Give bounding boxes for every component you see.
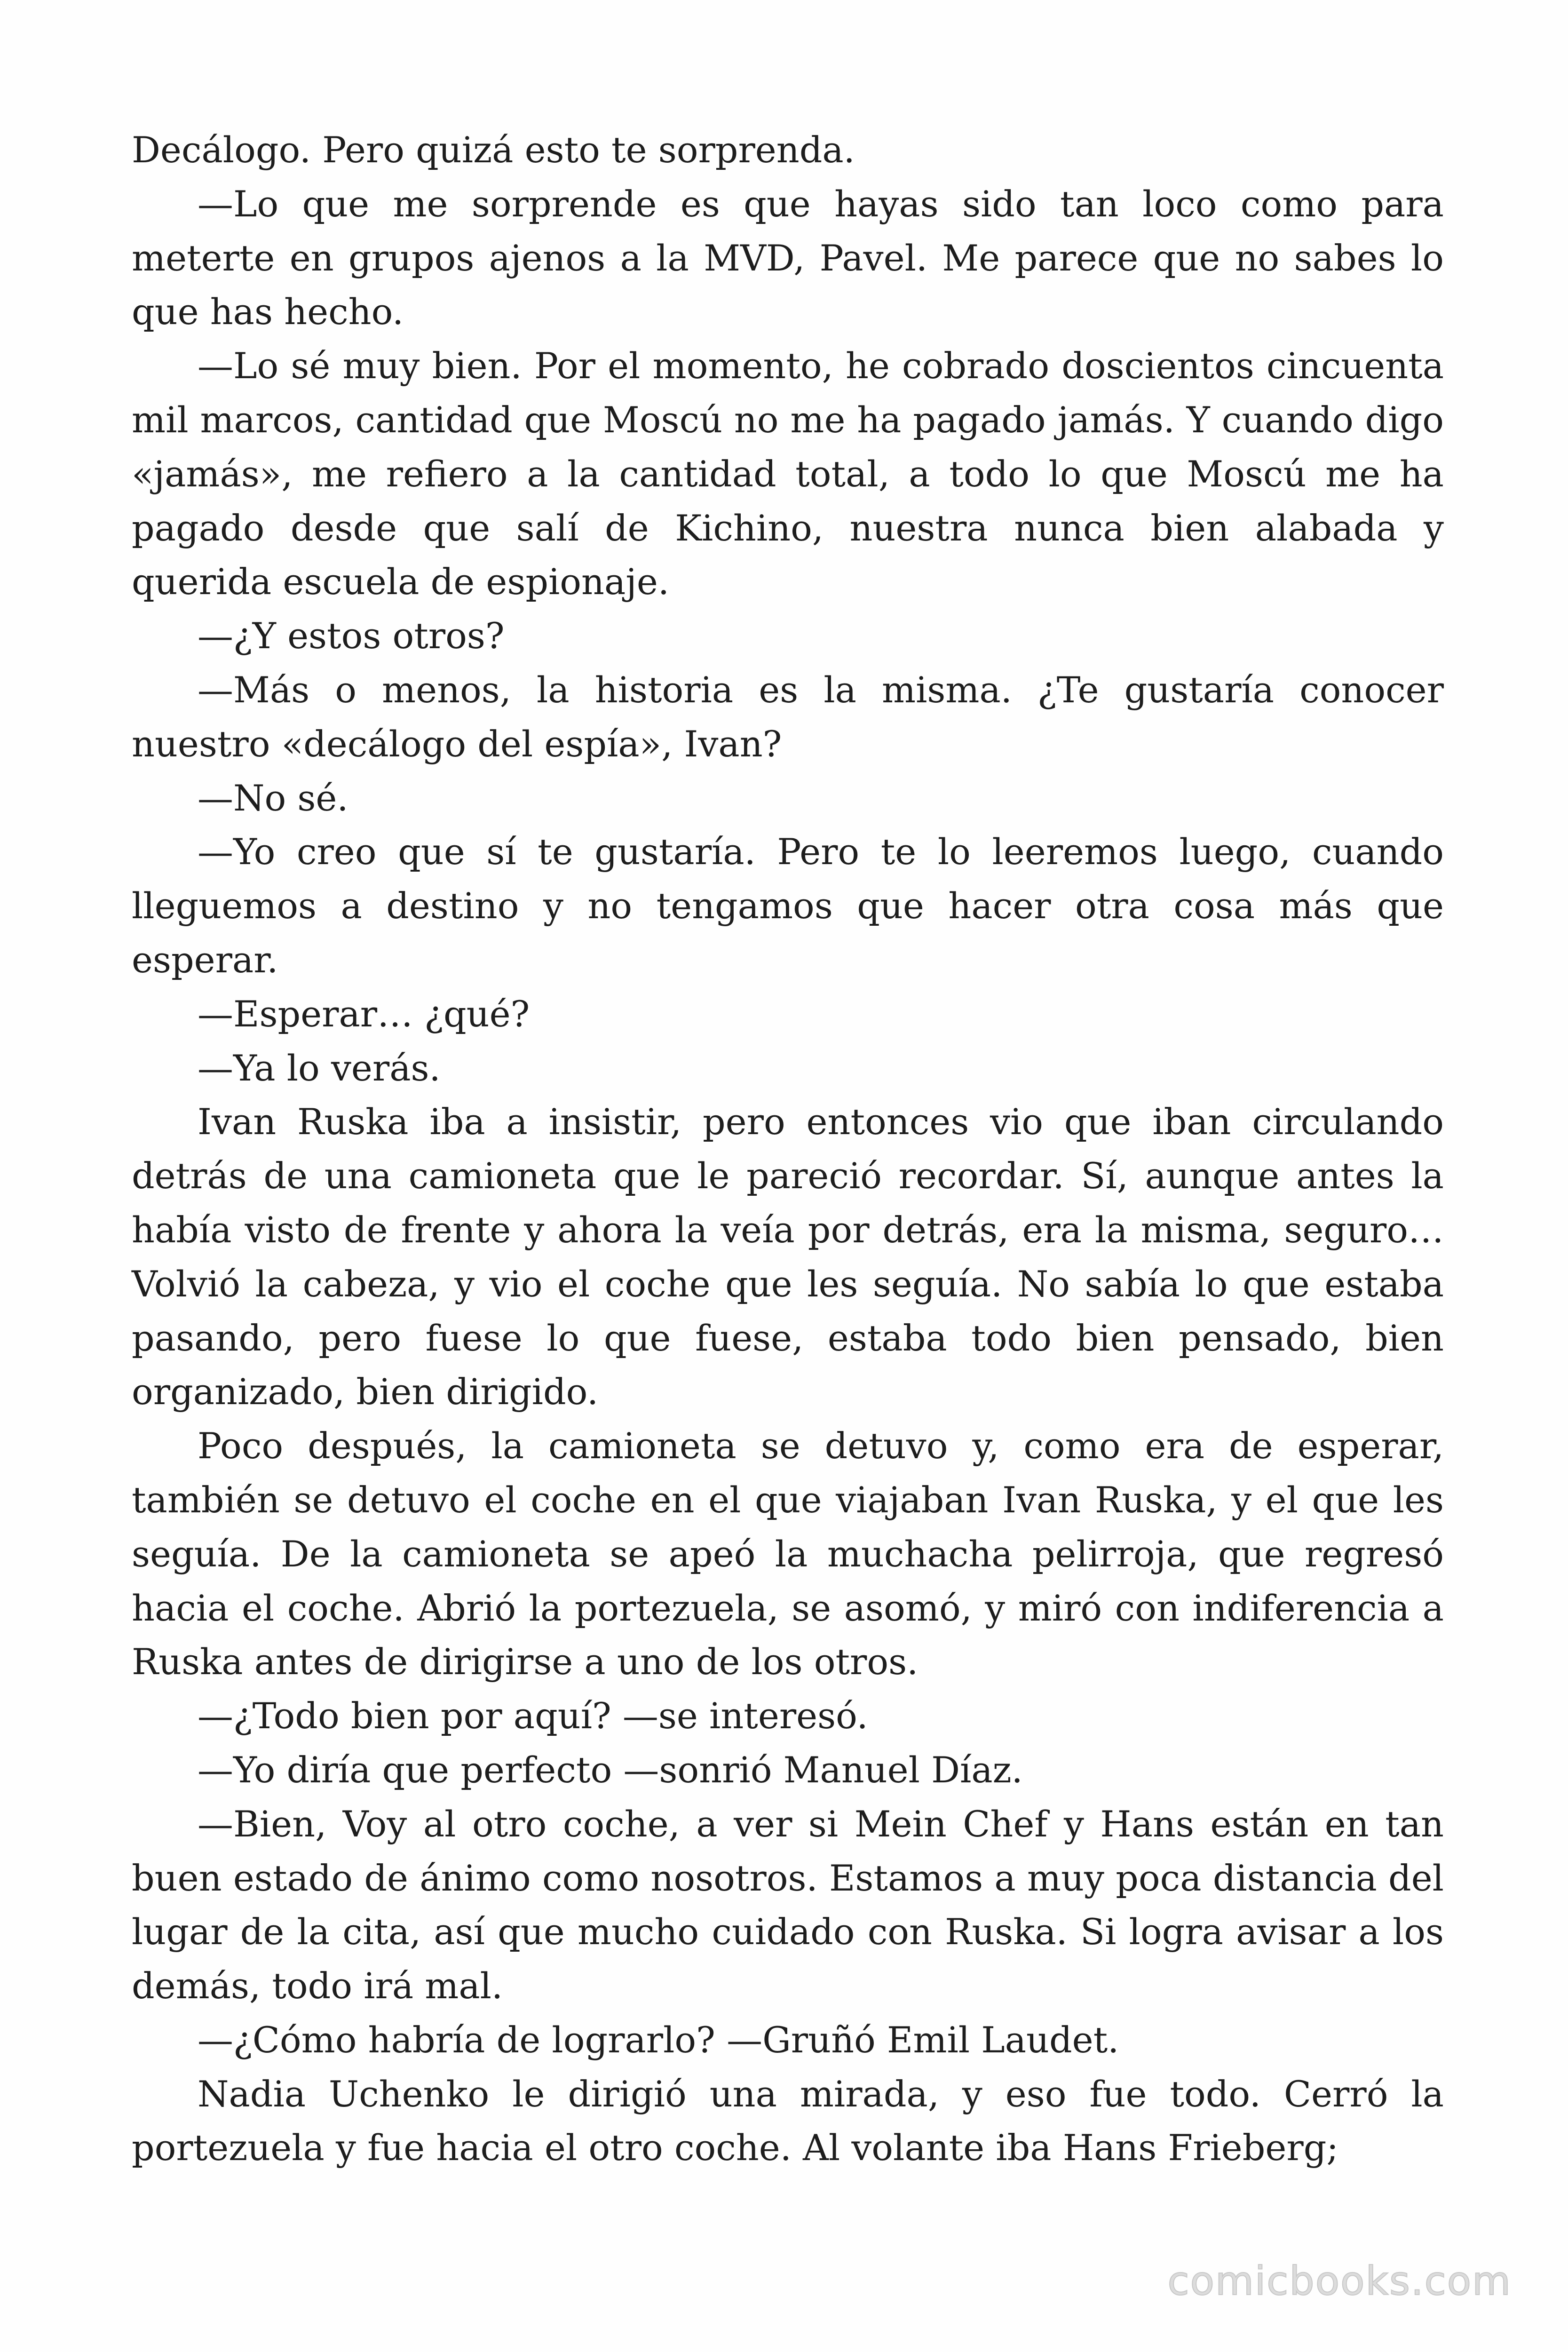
paragraph: —¿Cómo habría de lograrlo? —Gruñó Emil Laudet. <box>198 2018 1119 2061</box>
paragraph: —Lo sé muy bien. Por el momento, he cobrado doscientos cincuenta mil marcos, cantidad que Moscú no me ha pagado jamás. Y cuando digo «jamás», me refiero a la cantidad total, a todo lo que Moscú me ha pagado desde que salí de Kichino, nuestra nunca bien alabada y querida escuela de espionaje. <box>132 345 1444 603</box>
paragraph: —No sé. <box>198 777 348 819</box>
paragraph: Nadia Uchenko le dirigió una mirada, y eso fue todo. Cerró la portezuela y fue hacia el otro coche. Al volante iba Hans Frieberg; <box>132 2073 1444 2169</box>
paragraph: —Más o menos, la historia es la misma. ¿Te gustaría conocer nuestro «decálogo del espía», Ivan? <box>132 668 1444 765</box>
paragraph: —Yo diría que perfecto —sonrió Manuel Díaz. <box>198 1748 1023 1791</box>
body-text <box>132 123 1444 2175</box>
paragraph: —Esperar… ¿qué? <box>198 993 530 1035</box>
watermark: comicbooks.com <box>1167 2258 1512 2304</box>
paragraph: —Ya lo verás. <box>198 1047 441 1089</box>
paragraph: —¿Todo bien por aquí? —se interesó. <box>198 1695 868 1737</box>
paragraph: —Yo creo que sí te gustaría. Pero te lo leeremos luego, cuando lleguemos a destino y no tengamos que hacer otra cosa más que esperar. <box>132 831 1444 981</box>
paragraph: —¿Y estos otros? <box>198 615 505 657</box>
paragraph: Decálogo. Pero quizá esto te sorprenda. <box>132 129 855 171</box>
paragraph: —Lo que me sorprende es que hayas sido tan loco como para meterte en grupos ajenos a la MVD, Pavel. Me parece que no sabes lo que has hecho. <box>132 183 1444 333</box>
paragraph: Poco después, la camioneta se detuvo y, como era de esperar, también se detuvo el coche en el que viajaban Ivan Ruska, y el que les seguía. De la camioneta se apeó la muchacha pelirroja, que regresó hacia el coche. Abrió la portezuela, se asomó, y miró con indiferencia a Ruska antes de dirigirse a uno de los otros. <box>132 1425 1444 1683</box>
paragraph: —Bien, Voy al otro coche, a ver si Mein Chef y Hans están en tan buen estado de ánimo como nosotros. Estamos a muy poca distancia del lugar de la cita, así que mucho cuidado con Ruska. Si logra avisar a los demás, todo irá mal. <box>132 1803 1444 2007</box>
paragraph: Ivan Ruska iba a insistir, pero entonces vio que iban circulando detrás de una camioneta que le pareció recordar. Sí, aunque antes la había visto de frente y ahora la veía por detrás, era la misma, seguro… Volvió la cabeza, y vio el coche que les seguía. No sabía lo que estaba pasando, pero fuese lo que fuese, estaba todo bien pensado, bien organizado, bien dirigido. <box>132 1101 1444 1413</box>
